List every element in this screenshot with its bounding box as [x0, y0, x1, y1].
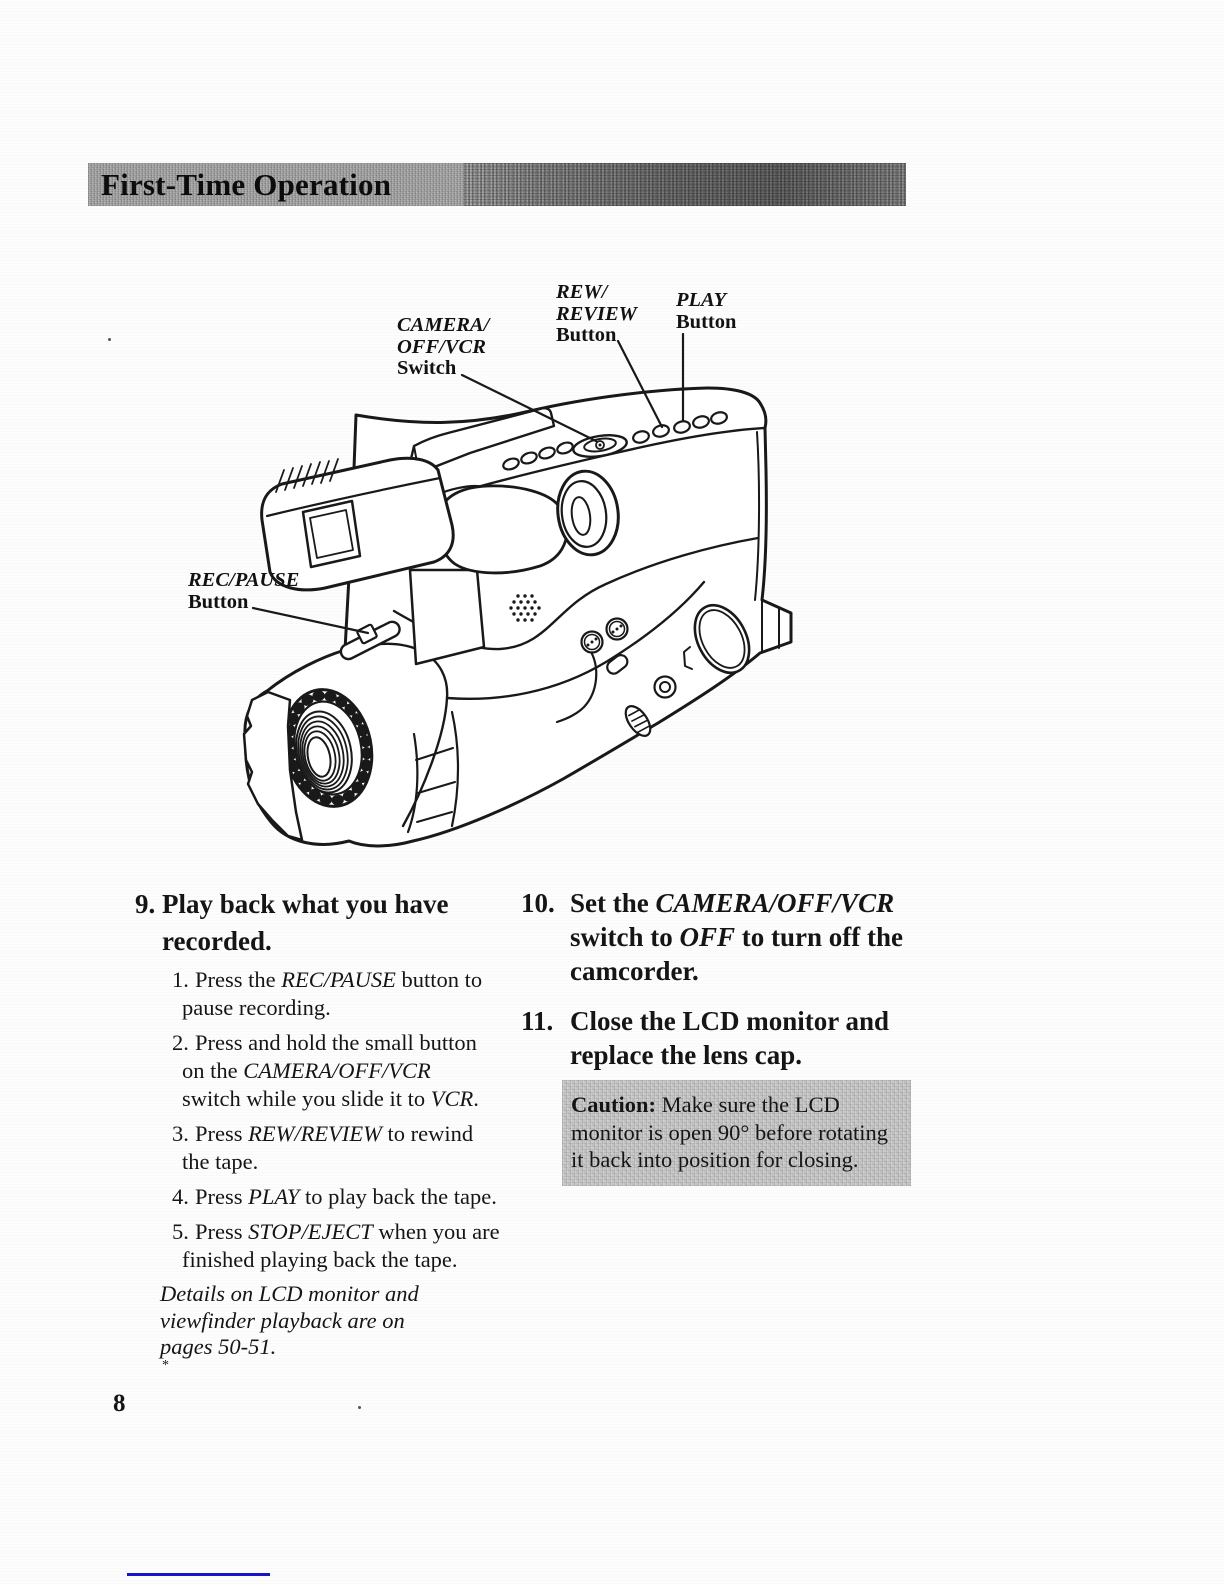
callout-camera-off-vcr-switch: CAMERA/ OFF/VCR Switch — [397, 314, 490, 379]
section-header-bar — [88, 163, 906, 206]
callout-rec-pause-button: REC/PAUSE Button — [188, 569, 300, 613]
step-9-heading: 9. Play back what you have — [135, 886, 530, 923]
section-step-9: 9. Play back what you have recorded. 1. Press the REC/PAUSE button to pause recording. 2. Press and hold the small button on the CAMERA/OFF/VCR switch while you slide it to VCR. 3. Press REW/REVIEW to rewind the tape. 4. Press PLAY to play back the tape. 5. Press STOP/EJECT when you are finished playing back the tape. Details on LCD monitor and viewfinder playback are on pages 50-51. * — [135, 886, 530, 1371]
step-9-number: 9. — [135, 889, 156, 919]
scan-speck — [358, 1406, 361, 1409]
bottom-blue-line — [127, 1573, 270, 1576]
header-bar-dark-texture — [464, 163, 906, 206]
section-steps-10-11 — [521, 886, 925, 1186]
step-9-substeps — [135, 966, 530, 1274]
step-10: 10. Set the CAMERA/OFF/VCR switch to OFF to turn off the camcorder. — [521, 888, 904, 986]
substep-1: 1. Press the REC/PAUSE button to pause recording. — [172, 967, 483, 1020]
viewfinder-neck — [410, 570, 484, 664]
step-11: 11. Close the LCD monitor and replace the lens cap. — [521, 1006, 890, 1070]
substep-2: 2. Press and hold the small button on the CAMERA/OFF/VCR switch while you slide it to VCR. — [172, 1030, 479, 1111]
caution-box: Caution: Make sure the LCD monitor is open 90° before rotating it back into position for closing. — [562, 1080, 911, 1186]
callout-rew-review-button: REW/ REVIEW Button — [556, 281, 637, 346]
substep-3: 3. Press REW/REVIEW to rewind the tape. — [172, 1121, 474, 1174]
page-number: 8 — [113, 1390, 126, 1417]
page-title: First-Time Operation — [101, 167, 392, 202]
step-11-number: 11. — [521, 1006, 554, 1036]
substep-5: 5. Press STOP/EJECT when you are finished playing back the tape. — [172, 1219, 500, 1272]
substep-4: 4. Press PLAY to play back the tape. — [172, 1184, 497, 1209]
playback-note: Details on LCD monitor and viewfinder playback are on pages 50-51. — [160, 1281, 419, 1359]
callout-play-button: PLAY Button — [676, 289, 737, 333]
stray-mark: * — [162, 1357, 169, 1373]
scan-speck — [108, 338, 111, 341]
step-10-number: 10. — [521, 888, 555, 918]
